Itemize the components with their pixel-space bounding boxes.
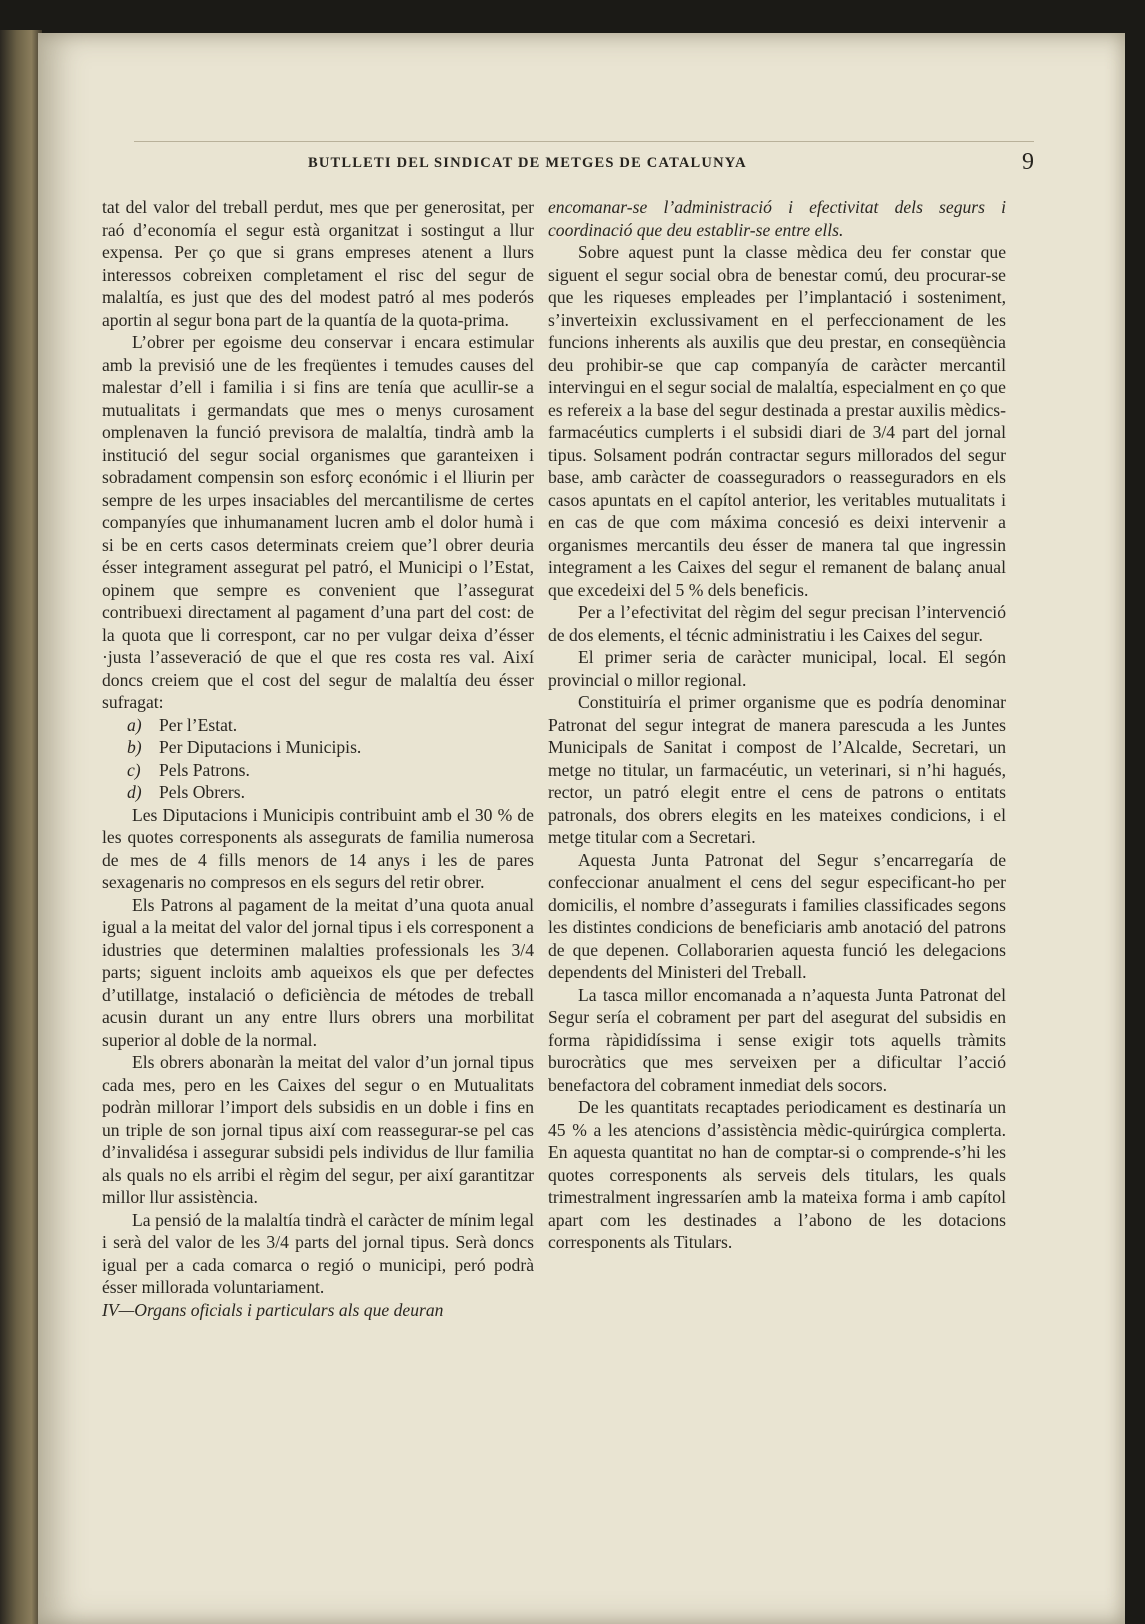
left-paragraph-1: tat del valor del treball perdut, mes que per generositat, per raó d’economía el segur està organitzat i sostingut a llur expensa. Per ço que si grans empreses atenent a llurs interessos cobreixen completament el risc del segur de malaltía, es just que des del modest patró al mes poderós aportin al segur bona part de la quantía de la quota-prima. [102,197,534,330]
list-item [102,759,534,782]
right-paragraph-0: encomanar-se l’administració i efectivitat dels segurs i coordinació que deu establir-se entre ells. [548,197,1006,240]
left-paragraph-3: Les Diputacions i Municipis contribuint amb el 30 % de les quotes corresponents als assegurats de familia numerosa de mes de 4 fills menors de 14 anys i les de pares sexagenaris no compresos en els segurs del retir obrer. [102,804,534,892]
right-paragraph-7: De les quantitats recaptades periodicament es destinaría un 45 % a les atencions d’assistència mèdic-quirúrgica complerta. En aquesta quantitat no han de comptar-si o comprende-s’hi les quotes corresponents als serveis dels titulars, les quals trimestralment ingressaríen amb la mateixa forma i amb capítol apart com les destinades a l’abono de les dotacions corresponents als Titulars. [548,1097,1006,1252]
left-column [102,196,534,1321]
left-paragraph-5: Els obrers abonaràn la meitat del valor d’un jornal tipus cada mes, pero en les Caixes del segur o en Mutualitats podràn millorar l’import dels subsidis en un doble i fins en un triple de son jornal tipus així com reassegurar-se pel cas d’invalidésa i assegurar subsidi pels individus de llur familia als quals no els arribi el règim del segur, per així garantitzar millor llur assistència. [102,1052,534,1207]
right-paragraph-3: El primer seria de caràcter municipal, local. El segón provincial o millor regional. [548,647,1006,690]
list-item-label: c) [127,759,141,780]
left-paragraph-4: Els Patrons al pagament de la meitat d’una quota anual igual a la meitat del valor del jornal tipus i els corresponent a idustries que determinen malalties professionals les 3/4 parts; siguent incloits amb aqueixos els que per defectes d’utillatge, instalació o deficiència de métodes de treball acusin durant un any entre llurs obrers una morbilitat superior al doble de la normal. [102,894,534,1050]
right-paragraph-1: Sobre aquest punt la classe mèdica deu fer constar que siguent el segur social obra de benestar comú, deu procurar-se que les riqueses empleades per l’implantació i sosteniment, s’inverteixin exclussivament en el perfeccionament de les funcions inherents als auxilis que deu prestar, en conseqüència deu prohibir-se que cap companyía de caràcter mercantil intervingui en el segur social de malaltía, especialment en ço que es refereix a la base del segur destinada a prestar auxilis mèdics-farmacéutics cumplerts i el subsidi diari de 3/4 part del jornal tipus. Solsament podrán contractar segurs millorados del segur base, amb caràcter de coasseguradors o reasseguradors en els casos apuntats en el capítol anterior, les veritables mutualitats i en cas de que com máxima concesió es deixi intervenir a organismes mercantils deu ésser de manera tal que ingressin integrament a les Caixes del segur el remanent de balanç anual que excedeixi del 5 % dels beneficis. [548,242,1006,600]
list-item-text: Pels Patrons. [159,759,250,780]
list-item-label: b) [127,737,142,757]
list-item-text: Per l’Estat. [159,714,238,735]
page-number: 9 [1022,149,1034,175]
right-paragraph-6: La tasca millor encomanada a n’aquesta Junta Patronat del Segur sería el cobrament per part del asegurat del subsidis en forma ràpididíssima i sense exigir tots aquells tràmits burocràtics que mes serveixen per a dificultar l’acció benefactora del cobrament inmediat dels socors. [548,984,1006,1095]
list-item-text: Per Diputacions i Municipis. [159,737,362,757]
right-column [548,196,1006,1254]
list-item [102,714,534,737]
list-item-label: d) [127,782,142,802]
section-heading: IV—Organs oficials i particulars als que deuran [102,1299,444,1320]
left-paragraph-2: L’obrer per egoisme deu conservar i encara estimular amb la previsió une de les freqüentes i temudes causes del malestar d’ell i familia i si fins are tenía que acullir-se a mutualitats i germandats que mes o menys curosament omplenaven la funció previsora de malaltía, tindrà amb la institució del segur social organismes que garanteixen i sobradament compensin son esforç económic i el lliurin per sempre de les urpes insaciables del mercantilisme de certes companyíes que inhumanament lucren amb el dolor humà i si be en certs casos determinats creiem que’l obrer deuria ésser integrament assegurat pel patró, el Municipi o l’Estat, opinem que sempre es convenient que l’assegurat contribuexi directament al pagament d’una part del cost: de la quota que li correspont, car no per vulgar deixa d’ésser ·justa l’asseveració de que el que res costa res val. Així doncs creiem que el cost del segur de malaltía deu ésser sufragat: [102,332,534,712]
list-item [102,781,534,804]
right-paragraph-2: Per a l’efectivitat del règim del segur precisan l’intervenció de dos elements, el técnic administratiu i les Caixes del segur. [548,602,1006,645]
running-header [38,119,1125,175]
list-item-text: Pels Obrers. [159,782,246,802]
book-binding [0,30,42,1624]
header-title: BUTLLETI DEL SINDICAT DE METGES DE CATALUNYA [308,155,747,171]
list-item-label: a) [127,714,142,735]
right-paragraph-5: Aquesta Junta Patronat del Segur s’encarregaría de confeccionar anualment el cens del segur especificant-ho per domicilis, el nombre d’assegurats i families classificades segons les distintes condicions de beneficiaris amb anotació del patrons de que depenen. Collaborarien aquesta funció les delegacions dependents del Ministeri del Treball. [548,849,1006,982]
left-paragraph-6: La pensió de la malaltía tindrà el caràcter de mínim legal i serà del valor de les 3/4 parts del jornal tipus. Serà doncs igual per a cada comarca o regió o municipi, peró podrà ésser millorada voluntariament. [102,1209,534,1297]
document-page [38,33,1125,1624]
right-paragraph-4: Constituiría el primer organisme que es podría denominar Patronat del segur integrat de manera parescuda a les Juntes Municipals de Sanitat i compost de l’Alcalde, Secretari, un metge no titular, un farmacéutic, un veterinari, si n’hi hagués, rector, un patró elegit entre el cens de patrons o entitats patronals, dos obrers elegits en les mateixes condicions, i el metge titular com a Secretari. [548,692,1006,847]
header-rule [134,141,1034,142]
list-item [102,736,534,759]
